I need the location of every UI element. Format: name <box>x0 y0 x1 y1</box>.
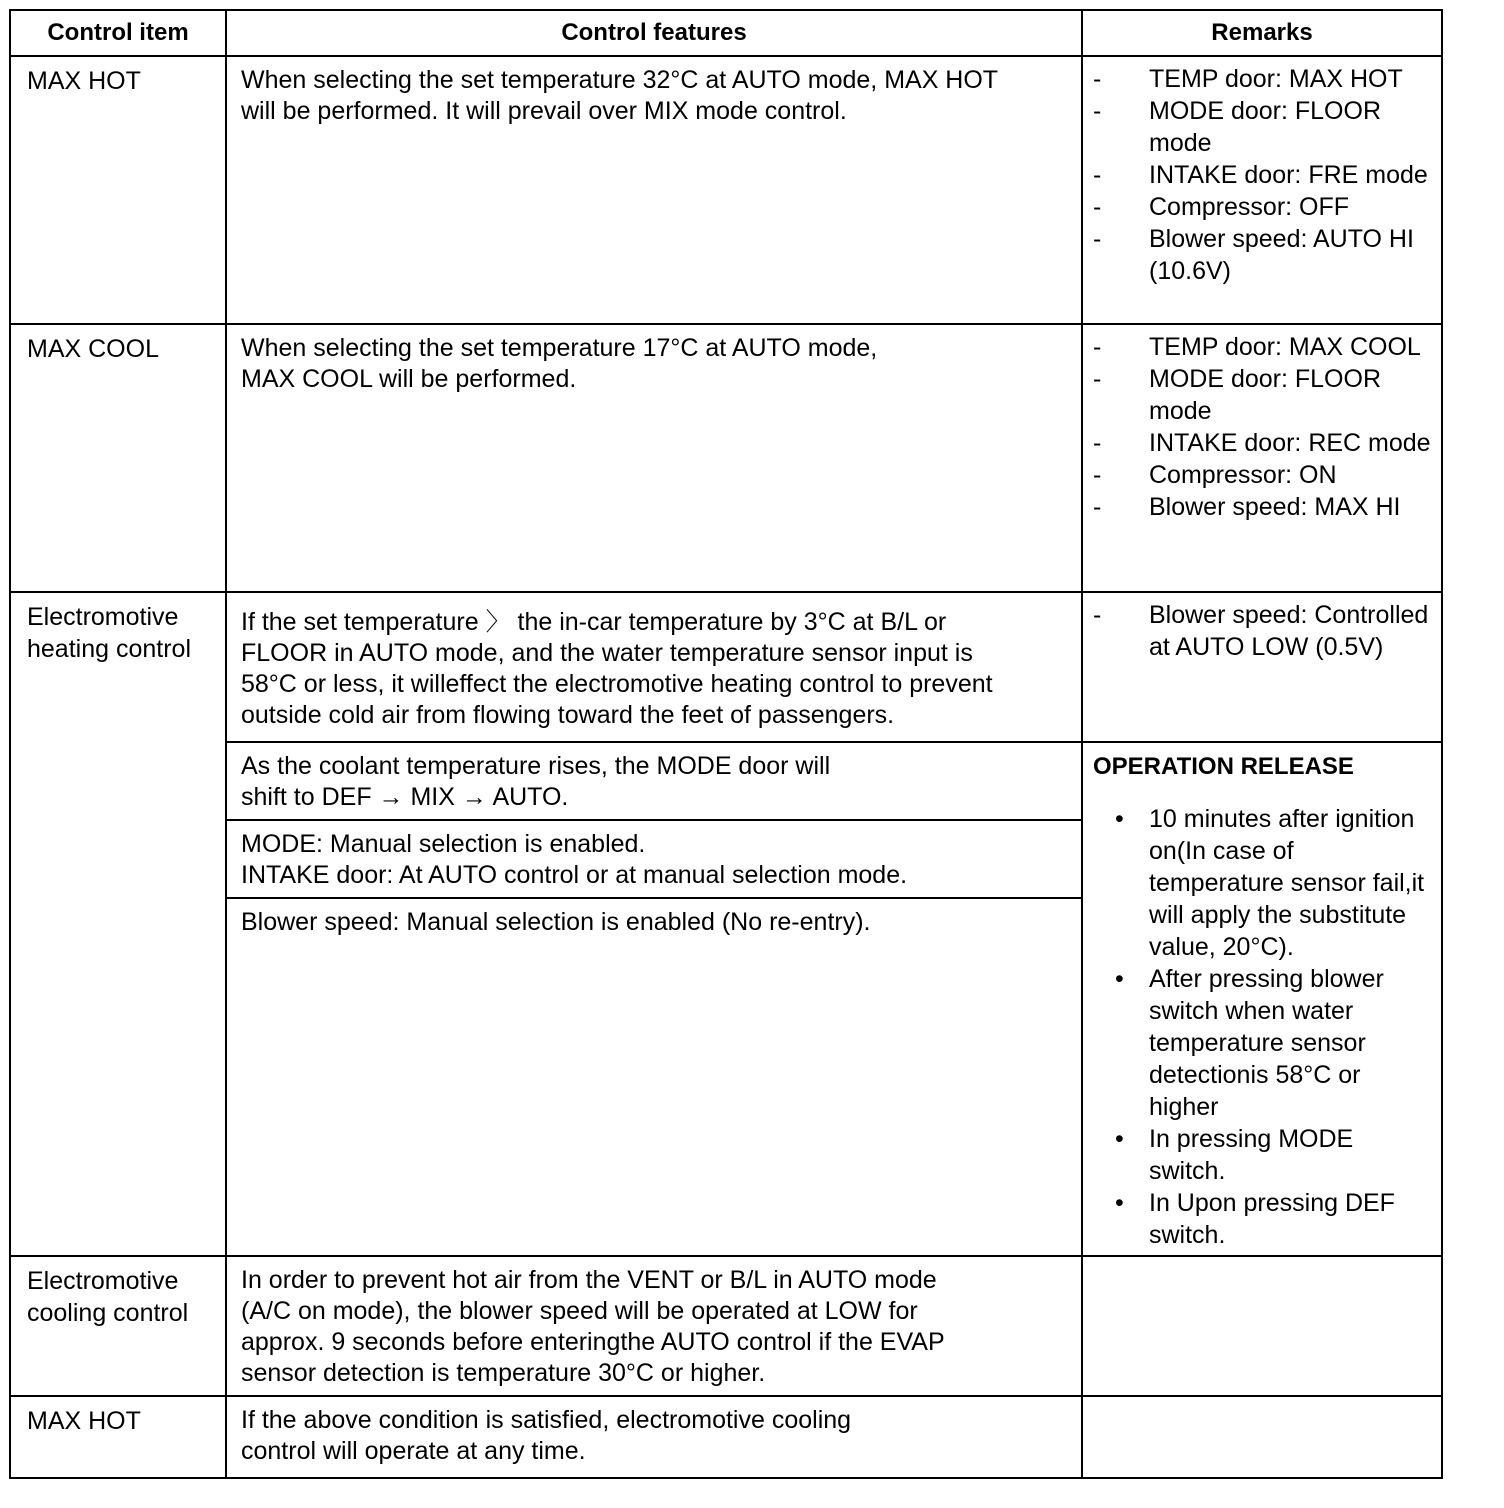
remark-text: TEMP door: MAX COOL <box>1149 333 1421 361</box>
control-item-label: MAX HOT <box>27 1407 141 1435</box>
control-feature-cell <box>226 898 1082 1256</box>
remarks-cell <box>1082 324 1442 592</box>
remark-text: Blower speed: Controlled at AUTO LOW (0.5V) <box>1149 601 1429 661</box>
remark-text: MODE door: FLOOR mode <box>1149 97 1381 157</box>
remark-text: MODE door: FLOOR mode <box>1149 365 1381 425</box>
dash-marker: - <box>1093 365 1102 393</box>
control-feature-text: If the set temperature 〉 the in-car temperature by 3°C at B/L or FLOOR in AUTO mode, and the water temperature sensor input is 58°C or less, it willeffect the electromotive heating control to prevent outside cold air from flowing toward the feet of passengers. <box>241 608 993 729</box>
remark-item <box>1093 363 1433 427</box>
remarks-list <box>1083 57 1441 293</box>
dash-marker: - <box>1093 429 1102 457</box>
operation-release-title: OPERATION RELEASE <box>1093 753 1354 780</box>
header-row <box>10 10 1442 56</box>
dash-marker: - <box>1093 461 1102 489</box>
dash-marker: - <box>1093 225 1102 253</box>
remark-item <box>1093 459 1433 491</box>
control-item-label: MAX COOL <box>27 335 159 363</box>
remark-item <box>1093 331 1433 363</box>
control-feature-text: When selecting the set temperature 17°C at AUTO mode, MAX COOL will be performed. <box>241 334 878 393</box>
control-item-label: Electromotive heating control <box>27 603 192 663</box>
header-remarks: Remarks <box>1082 10 1442 56</box>
remark-text: Compressor: OFF <box>1149 193 1350 221</box>
remark-text: TEMP door: MAX HOT <box>1149 65 1403 93</box>
control-feature-cell <box>226 1396 1082 1478</box>
remark-text: INTAKE door: REC mode <box>1149 429 1431 457</box>
remarks-list <box>1083 325 1441 529</box>
remark-text: Blower speed: MAX HI <box>1149 493 1401 521</box>
control-feature-text: Blower speed: Manual selection is enabled (No re-entry). <box>241 908 871 936</box>
release-item <box>1115 803 1435 963</box>
release-item <box>1115 1123 1435 1187</box>
control-feature-text: If the above condition is satisfied, electromotive cooling control will operate at any time. <box>241 1406 852 1465</box>
remarks-cell-empty <box>1082 1396 1442 1478</box>
remark-item <box>1093 159 1433 191</box>
release-text: 10 minutes after ignition on(In case of temperature sensor fail,it will apply the substitute value, 20°C). <box>1149 805 1425 961</box>
control-item-cell <box>10 1256 226 1396</box>
remarks-cell <box>1082 56 1442 324</box>
bullet-marker: • <box>1115 965 1124 993</box>
dash-marker: - <box>1093 493 1102 521</box>
control-item-cell <box>10 324 226 592</box>
control-feature-text: As the coolant temperature rises, the MODE door will shift to DEF → MIX → AUTO. <box>241 752 831 811</box>
remark-item <box>1093 491 1433 523</box>
control-item-cell <box>10 1396 226 1478</box>
remark-item <box>1093 427 1433 459</box>
release-text: In pressing MODE switch. <box>1149 1125 1354 1185</box>
remark-item <box>1093 191 1433 223</box>
control-feature-text: In order to prevent hot air from the VENT or B/L in AUTO mode (A/C on mode), the blower speed will be operated at LOW for approx. 9 seconds before enteringthe AUTO control if the EVAP sensor detection is temperature 30°C or higher. <box>241 1266 945 1387</box>
control-item-cell <box>10 56 226 324</box>
bullet-marker: • <box>1115 1189 1124 1217</box>
row-electromotive-heating <box>10 592 1442 742</box>
header-control-item: Control item <box>10 10 226 56</box>
control-feature-cell <box>226 324 1082 592</box>
release-text: In Upon pressing DEF switch. <box>1149 1189 1395 1249</box>
dash-marker: - <box>1093 65 1102 93</box>
bullet-marker: • <box>1115 1125 1124 1153</box>
release-text: After pressing blower switch when water temperature sensor detectionis 58°C or higher <box>1149 965 1384 1121</box>
release-item <box>1115 963 1435 1123</box>
control-feature-cell <box>226 1256 1082 1396</box>
remarks-list <box>1083 593 1441 669</box>
remarks-cell <box>1082 592 1442 742</box>
dash-marker: - <box>1093 601 1102 629</box>
control-feature-cell <box>226 742 1082 820</box>
dash-marker: - <box>1093 333 1102 361</box>
operation-release-cell <box>1082 742 1442 1256</box>
row-max-hot-2 <box>10 1396 1442 1478</box>
row-electromotive-cooling <box>10 1256 1442 1396</box>
control-item-cell <box>10 592 226 1256</box>
control-item-label: MAX HOT <box>27 67 141 95</box>
control-feature-cell <box>226 820 1082 898</box>
dash-marker: - <box>1093 161 1102 189</box>
remark-item <box>1093 599 1433 663</box>
control-feature-cell <box>226 56 1082 324</box>
remark-text: Blower speed: AUTO HI (10.6V) <box>1149 225 1414 285</box>
remarks-cell-empty <box>1082 1256 1442 1396</box>
operation-release-list <box>1083 781 1441 1255</box>
control-feature-text: MODE: Manual selection is enabled. INTAKE door: At AUTO control or at manual selection mode. <box>241 830 908 889</box>
remark-item <box>1093 63 1433 95</box>
remark-text: Compressor: ON <box>1149 461 1337 489</box>
remark-item <box>1093 95 1433 159</box>
control-feature-cell <box>226 592 1082 742</box>
control-item-label: Electromotive cooling control <box>27 1267 189 1327</box>
dash-marker: - <box>1093 97 1102 125</box>
row-max-hot <box>10 56 1442 324</box>
header-control-features: Control features <box>226 10 1082 56</box>
release-item <box>1115 1187 1435 1251</box>
row-max-cool <box>10 324 1442 592</box>
remark-item <box>1093 223 1433 287</box>
bullet-marker: • <box>1115 805 1124 833</box>
remark-text: INTAKE door: FRE mode <box>1149 161 1428 189</box>
dash-marker: - <box>1093 193 1102 221</box>
control-features-table <box>9 9 1443 1479</box>
control-feature-text: When selecting the set temperature 32°C at AUTO mode, MAX HOT will be performed. It will prevail over MIX mode control. <box>241 66 999 125</box>
